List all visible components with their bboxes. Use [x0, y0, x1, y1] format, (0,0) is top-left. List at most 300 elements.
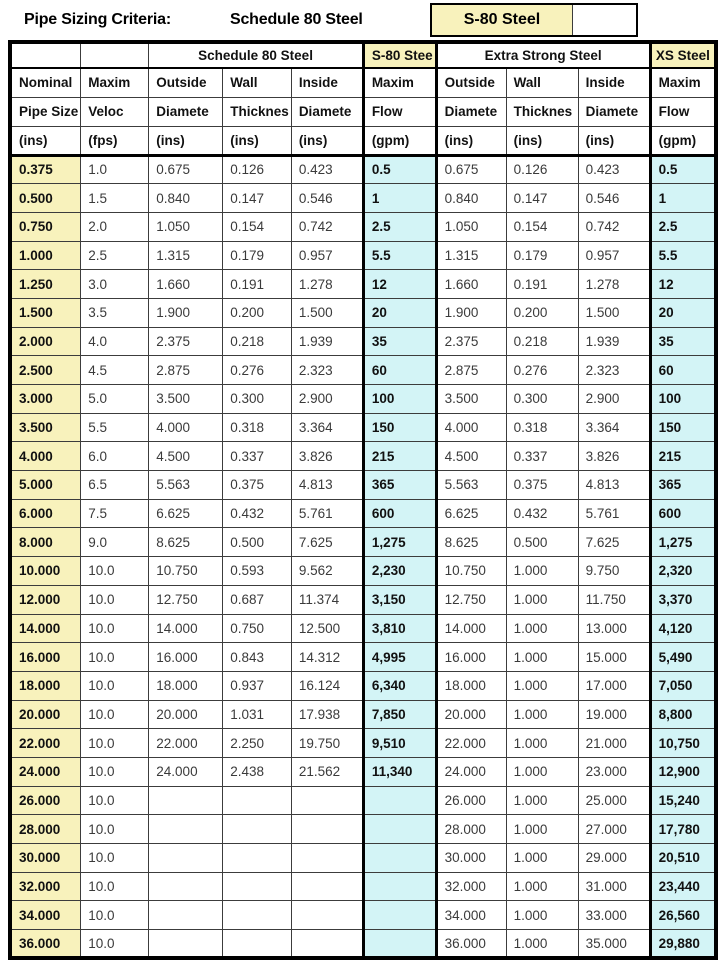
cell-r23-c5	[291, 786, 363, 815]
cell-r8-c5: 2.323	[291, 356, 363, 385]
cell-r18-c4: 0.843	[223, 643, 292, 672]
cell-r11-c8: 0.337	[506, 442, 578, 471]
cell-r26-c1: 32.000	[10, 872, 81, 901]
s80-steel-box	[430, 3, 638, 37]
cell-r22-c1: 24.000	[10, 757, 81, 786]
cell-r11-c2: 6.0	[81, 442, 149, 471]
cell-r9-c9: 2.900	[578, 385, 650, 414]
column-header-c4-line1: Wall	[223, 68, 292, 97]
cell-r1-c1: 0.375	[10, 155, 81, 184]
table-row	[10, 155, 716, 184]
cell-r1-c6: 0.5	[363, 155, 436, 184]
cell-r19-c9: 17.000	[578, 671, 650, 700]
group-blank-1	[10, 42, 81, 68]
cell-r14-c5: 7.625	[291, 528, 363, 557]
cell-r10-c7: 4.000	[436, 413, 506, 442]
cell-r17-c5: 12.500	[291, 614, 363, 643]
cell-r16-c6: 3,150	[363, 585, 436, 614]
cell-r28-c7: 36.000	[436, 930, 506, 959]
cell-r3-c6: 2.5	[363, 212, 436, 241]
cell-r25-c6	[363, 844, 436, 873]
cell-r18-c1: 16.000	[10, 643, 81, 672]
cell-r13-c4: 0.432	[223, 499, 292, 528]
cell-r25-c10: 20,510	[650, 844, 716, 873]
cell-r13-c2: 7.5	[81, 499, 149, 528]
column-header-c8-line2: Thicknes	[506, 97, 578, 126]
cell-r11-c9: 3.826	[578, 442, 650, 471]
cell-r7-c8: 0.218	[506, 327, 578, 356]
cell-r1-c3: 0.675	[149, 155, 223, 184]
column-header-c3-line3: (ins)	[149, 126, 223, 155]
cell-r24-c3	[149, 815, 223, 844]
cell-r27-c3	[149, 901, 223, 930]
cell-r17-c7: 14.000	[436, 614, 506, 643]
column-header-c6-line1: Maxim	[363, 68, 436, 97]
cell-r1-c9: 0.423	[578, 155, 650, 184]
page-title: Pipe Sizing Criteria:	[24, 11, 171, 28]
cell-r18-c8: 1.000	[506, 643, 578, 672]
cell-r20-c5: 17.938	[291, 700, 363, 729]
cell-r5-c7: 1.660	[436, 270, 506, 299]
cell-r12-c1: 5.000	[10, 471, 81, 500]
cell-r28-c8: 1.000	[506, 930, 578, 959]
cell-r19-c6: 6,340	[363, 671, 436, 700]
cell-r7-c9: 1.939	[578, 327, 650, 356]
cell-r21-c10: 10,750	[650, 729, 716, 758]
table-row	[10, 872, 716, 901]
cell-r14-c3: 8.625	[149, 528, 223, 557]
cell-r7-c3: 2.375	[149, 327, 223, 356]
column-header-c1-line2: Pipe Size	[10, 97, 81, 126]
cell-r26-c10: 23,440	[650, 872, 716, 901]
s80-steel-box-empty-cell	[572, 5, 636, 35]
cell-r18-c2: 10.0	[81, 643, 149, 672]
cell-r28-c10: 29,880	[650, 930, 716, 959]
cell-r10-c3: 4.000	[149, 413, 223, 442]
cell-r15-c8: 1.000	[506, 557, 578, 586]
cell-r9-c10: 100	[650, 385, 716, 414]
cell-r28-c4	[223, 930, 292, 959]
column-header-c3-line2: Diamete	[149, 97, 223, 126]
cell-r6-c3: 1.900	[149, 298, 223, 327]
cell-r25-c4	[223, 844, 292, 873]
cell-r4-c4: 0.179	[223, 241, 292, 270]
cell-r1-c10: 0.5	[650, 155, 716, 184]
cell-r10-c9: 3.364	[578, 413, 650, 442]
cell-r17-c4: 0.750	[223, 614, 292, 643]
cell-r23-c1: 26.000	[10, 786, 81, 815]
cell-r2-c9: 0.546	[578, 184, 650, 213]
column-header-row-3	[10, 126, 716, 155]
cell-r20-c6: 7,850	[363, 700, 436, 729]
cell-r28-c6	[363, 930, 436, 959]
cell-r23-c9: 25.000	[578, 786, 650, 815]
cell-r3-c8: 0.154	[506, 212, 578, 241]
cell-r12-c10: 365	[650, 471, 716, 500]
table-row	[10, 499, 716, 528]
cell-r24-c9: 27.000	[578, 815, 650, 844]
column-header-c3-line1: Outside	[149, 68, 223, 97]
cell-r17-c6: 3,810	[363, 614, 436, 643]
cell-r9-c1: 3.000	[10, 385, 81, 414]
cell-r14-c7: 8.625	[436, 528, 506, 557]
cell-r3-c7: 1.050	[436, 212, 506, 241]
cell-r24-c1: 28.000	[10, 815, 81, 844]
cell-r16-c3: 12.750	[149, 585, 223, 614]
cell-r12-c5: 4.813	[291, 471, 363, 500]
table-row	[10, 815, 716, 844]
cell-r10-c2: 5.5	[81, 413, 149, 442]
cell-r13-c6: 600	[363, 499, 436, 528]
column-header-c5-line1: Inside	[291, 68, 363, 97]
table-row	[10, 585, 716, 614]
cell-r8-c8: 0.276	[506, 356, 578, 385]
cell-r1-c5: 0.423	[291, 155, 363, 184]
cell-r16-c10: 3,370	[650, 585, 716, 614]
cell-r17-c8: 1.000	[506, 614, 578, 643]
cell-r23-c10: 15,240	[650, 786, 716, 815]
cell-r27-c9: 33.000	[578, 901, 650, 930]
column-header-c6-line2: Flow	[363, 97, 436, 126]
cell-r11-c10: 215	[650, 442, 716, 471]
cell-r5-c10: 12	[650, 270, 716, 299]
column-header-c8-line3: (ins)	[506, 126, 578, 155]
column-header-c6-line3: (gpm)	[363, 126, 436, 155]
cell-r22-c10: 12,900	[650, 757, 716, 786]
cell-r22-c6: 11,340	[363, 757, 436, 786]
cell-r16-c9: 11.750	[578, 585, 650, 614]
cell-r14-c10: 1,275	[650, 528, 716, 557]
table-row	[10, 528, 716, 557]
cell-r27-c5	[291, 901, 363, 930]
cell-r17-c1: 14.000	[10, 614, 81, 643]
cell-r7-c5: 1.939	[291, 327, 363, 356]
cell-r22-c9: 23.000	[578, 757, 650, 786]
cell-r5-c2: 3.0	[81, 270, 149, 299]
column-header-c2-line3: (fps)	[81, 126, 149, 155]
cell-r24-c6	[363, 815, 436, 844]
cell-r10-c10: 150	[650, 413, 716, 442]
cell-r16-c2: 10.0	[81, 585, 149, 614]
table-row	[10, 671, 716, 700]
table-row	[10, 786, 716, 815]
cell-r11-c7: 4.500	[436, 442, 506, 471]
cell-r13-c3: 6.625	[149, 499, 223, 528]
cell-r22-c3: 24.000	[149, 757, 223, 786]
cell-r10-c5: 3.364	[291, 413, 363, 442]
cell-r2-c10: 1	[650, 184, 716, 213]
cell-r12-c7: 5.563	[436, 471, 506, 500]
cell-r6-c9: 1.500	[578, 298, 650, 327]
cell-r14-c2: 9.0	[81, 528, 149, 557]
cell-r11-c5: 3.826	[291, 442, 363, 471]
cell-r2-c8: 0.147	[506, 184, 578, 213]
cell-r2-c6: 1	[363, 184, 436, 213]
cell-r16-c7: 12.750	[436, 585, 506, 614]
cell-r4-c7: 1.315	[436, 241, 506, 270]
cell-r19-c4: 0.937	[223, 671, 292, 700]
cell-r5-c3: 1.660	[149, 270, 223, 299]
cell-r4-c8: 0.179	[506, 241, 578, 270]
cell-r6-c1: 1.500	[10, 298, 81, 327]
cell-r15-c3: 10.750	[149, 557, 223, 586]
cell-r8-c6: 60	[363, 356, 436, 385]
cell-r7-c1: 2.000	[10, 327, 81, 356]
cell-r26-c9: 31.000	[578, 872, 650, 901]
cell-r28-c1: 36.000	[10, 930, 81, 959]
cell-r17-c9: 13.000	[578, 614, 650, 643]
cell-r19-c10: 7,050	[650, 671, 716, 700]
cell-r1-c7: 0.675	[436, 155, 506, 184]
cell-r7-c10: 35	[650, 327, 716, 356]
cell-r16-c8: 1.000	[506, 585, 578, 614]
cell-r8-c1: 2.500	[10, 356, 81, 385]
cell-r18-c7: 16.000	[436, 643, 506, 672]
column-header-c7-line2: Diamete	[436, 97, 506, 126]
cell-r22-c5: 21.562	[291, 757, 363, 786]
cell-r24-c5	[291, 815, 363, 844]
table-body	[10, 155, 716, 958]
table-row	[10, 413, 716, 442]
column-header-c5-line2: Diamete	[291, 97, 363, 126]
cell-r10-c4: 0.318	[223, 413, 292, 442]
column-header-c2-line2: Veloc	[81, 97, 149, 126]
table-row	[10, 844, 716, 873]
cell-r20-c8: 1.000	[506, 700, 578, 729]
group-blank-2	[81, 42, 149, 68]
cell-r27-c7: 34.000	[436, 901, 506, 930]
cell-r16-c4: 0.687	[223, 585, 292, 614]
column-header-c9-line2: Diamete	[578, 97, 650, 126]
cell-r3-c2: 2.0	[81, 212, 149, 241]
cell-r13-c7: 6.625	[436, 499, 506, 528]
cell-r8-c10: 60	[650, 356, 716, 385]
column-header-c5-line3: (ins)	[291, 126, 363, 155]
cell-r13-c5: 5.761	[291, 499, 363, 528]
cell-r7-c7: 2.375	[436, 327, 506, 356]
cell-r21-c9: 21.000	[578, 729, 650, 758]
cell-r15-c9: 9.750	[578, 557, 650, 586]
cell-r8-c4: 0.276	[223, 356, 292, 385]
column-header-c1-line1: Nominal	[10, 68, 81, 97]
cell-r9-c4: 0.300	[223, 385, 292, 414]
cell-r25-c9: 29.000	[578, 844, 650, 873]
cell-r24-c10: 17,780	[650, 815, 716, 844]
cell-r10-c8: 0.318	[506, 413, 578, 442]
cell-r1-c2: 1.0	[81, 155, 149, 184]
cell-r23-c4	[223, 786, 292, 815]
cell-r3-c10: 2.5	[650, 212, 716, 241]
table-row	[10, 184, 716, 213]
cell-r13-c1: 6.000	[10, 499, 81, 528]
cell-r5-c8: 0.191	[506, 270, 578, 299]
cell-r15-c10: 2,320	[650, 557, 716, 586]
cell-r26-c4	[223, 872, 292, 901]
cell-r3-c3: 1.050	[149, 212, 223, 241]
column-header-c4-line3: (ins)	[223, 126, 292, 155]
column-header-c2-line1: Maxim	[81, 68, 149, 97]
cell-r16-c5: 11.374	[291, 585, 363, 614]
cell-r23-c7: 26.000	[436, 786, 506, 815]
pipe-sizing-table-wrap	[8, 40, 718, 960]
cell-r12-c2: 6.5	[81, 471, 149, 500]
cell-r20-c10: 8,800	[650, 700, 716, 729]
cell-r3-c5: 0.742	[291, 212, 363, 241]
cell-r4-c9: 0.957	[578, 241, 650, 270]
cell-r20-c7: 20.000	[436, 700, 506, 729]
cell-r18-c5: 14.312	[291, 643, 363, 672]
cell-r27-c8: 1.000	[506, 901, 578, 930]
cell-r8-c3: 2.875	[149, 356, 223, 385]
table-row	[10, 442, 716, 471]
cell-r5-c4: 0.191	[223, 270, 292, 299]
cell-r18-c3: 16.000	[149, 643, 223, 672]
cell-r21-c7: 22.000	[436, 729, 506, 758]
cell-r24-c7: 28.000	[436, 815, 506, 844]
cell-r7-c4: 0.218	[223, 327, 292, 356]
cell-r18-c6: 4,995	[363, 643, 436, 672]
column-header-c1-line3: (ins)	[10, 126, 81, 155]
cell-r25-c1: 30.000	[10, 844, 81, 873]
cell-r27-c6	[363, 901, 436, 930]
column-header-row-1	[10, 68, 716, 97]
cell-r15-c5: 9.562	[291, 557, 363, 586]
cell-r9-c7: 3.500	[436, 385, 506, 414]
table-row	[10, 212, 716, 241]
cell-r15-c4: 0.593	[223, 557, 292, 586]
cell-r4-c1: 1.000	[10, 241, 81, 270]
cell-r20-c2: 10.0	[81, 700, 149, 729]
cell-r20-c9: 19.000	[578, 700, 650, 729]
cell-r26-c5	[291, 872, 363, 901]
cell-r11-c4: 0.337	[223, 442, 292, 471]
cell-r15-c2: 10.0	[81, 557, 149, 586]
cell-r6-c7: 1.900	[436, 298, 506, 327]
cell-r25-c8: 1.000	[506, 844, 578, 873]
cell-r8-c2: 4.5	[81, 356, 149, 385]
group-header-schedule80: Schedule 80 Steel	[149, 42, 364, 68]
cell-r28-c9: 35.000	[578, 930, 650, 959]
cell-r7-c2: 4.0	[81, 327, 149, 356]
cell-r12-c8: 0.375	[506, 471, 578, 500]
cell-r23-c8: 1.000	[506, 786, 578, 815]
cell-r19-c5: 16.124	[291, 671, 363, 700]
column-header-c9-line1: Inside	[578, 68, 650, 97]
cell-r5-c5: 1.278	[291, 270, 363, 299]
cell-r5-c9: 1.278	[578, 270, 650, 299]
table-row	[10, 327, 716, 356]
cell-r20-c1: 20.000	[10, 700, 81, 729]
cell-r13-c10: 600	[650, 499, 716, 528]
cell-r25-c7: 30.000	[436, 844, 506, 873]
cell-r21-c4: 2.250	[223, 729, 292, 758]
cell-r21-c8: 1.000	[506, 729, 578, 758]
cell-r7-c6: 35	[363, 327, 436, 356]
cell-r27-c10: 26,560	[650, 901, 716, 930]
cell-r9-c2: 5.0	[81, 385, 149, 414]
column-header-c7-line1: Outside	[436, 68, 506, 97]
cell-r9-c6: 100	[363, 385, 436, 414]
cell-r15-c1: 10.000	[10, 557, 81, 586]
cell-r19-c3: 18.000	[149, 671, 223, 700]
table-row	[10, 471, 716, 500]
cell-r1-c4: 0.126	[223, 155, 292, 184]
cell-r9-c5: 2.900	[291, 385, 363, 414]
cell-r26-c7: 32.000	[436, 872, 506, 901]
column-header-c4-line2: Thicknes	[223, 97, 292, 126]
table-row	[10, 557, 716, 586]
cell-r17-c2: 10.0	[81, 614, 149, 643]
cell-r13-c8: 0.432	[506, 499, 578, 528]
cell-r2-c1: 0.500	[10, 184, 81, 213]
cell-r5-c1: 1.250	[10, 270, 81, 299]
cell-r3-c9: 0.742	[578, 212, 650, 241]
table-row	[10, 729, 716, 758]
cell-r12-c6: 365	[363, 471, 436, 500]
cell-r12-c4: 0.375	[223, 471, 292, 500]
cell-r3-c4: 0.154	[223, 212, 292, 241]
cell-r19-c1: 18.000	[10, 671, 81, 700]
cell-r8-c9: 2.323	[578, 356, 650, 385]
cell-r10-c1: 3.500	[10, 413, 81, 442]
cell-r28-c5	[291, 930, 363, 959]
cell-r20-c4: 1.031	[223, 700, 292, 729]
cell-r9-c8: 0.300	[506, 385, 578, 414]
cell-r21-c6: 9,510	[363, 729, 436, 758]
cell-r12-c3: 5.563	[149, 471, 223, 500]
cell-r12-c9: 4.813	[578, 471, 650, 500]
column-header-c10-line1: Maxim	[650, 68, 716, 97]
cell-r13-c9: 5.761	[578, 499, 650, 528]
cell-r17-c3: 14.000	[149, 614, 223, 643]
cell-r27-c2: 10.0	[81, 901, 149, 930]
cell-r25-c5	[291, 844, 363, 873]
cell-r26-c2: 10.0	[81, 872, 149, 901]
group-header-s80: S-80 Stee	[363, 42, 436, 68]
title-row	[0, 0, 720, 40]
cell-r14-c6: 1,275	[363, 528, 436, 557]
cell-r10-c6: 150	[363, 413, 436, 442]
cell-r19-c7: 18.000	[436, 671, 506, 700]
table-row	[10, 270, 716, 299]
cell-r23-c3	[149, 786, 223, 815]
table-row	[10, 385, 716, 414]
column-header-c8-line1: Wall	[506, 68, 578, 97]
cell-r20-c3: 20.000	[149, 700, 223, 729]
cell-r6-c4: 0.200	[223, 298, 292, 327]
cell-r14-c9: 7.625	[578, 528, 650, 557]
cell-r18-c10: 5,490	[650, 643, 716, 672]
cell-r27-c1: 34.000	[10, 901, 81, 930]
cell-r6-c10: 20	[650, 298, 716, 327]
cell-r26-c8: 1.000	[506, 872, 578, 901]
cell-r2-c4: 0.147	[223, 184, 292, 213]
group-header-xs: XS Steel	[650, 42, 716, 68]
group-header-row	[10, 42, 716, 68]
cell-r24-c4	[223, 815, 292, 844]
table-row	[10, 298, 716, 327]
cell-r14-c4: 0.500	[223, 528, 292, 557]
cell-r23-c2: 10.0	[81, 786, 149, 815]
cell-r21-c5: 19.750	[291, 729, 363, 758]
cell-r24-c8: 1.000	[506, 815, 578, 844]
cell-r2-c7: 0.840	[436, 184, 506, 213]
cell-r22-c7: 24.000	[436, 757, 506, 786]
cell-r11-c3: 4.500	[149, 442, 223, 471]
table-row	[10, 643, 716, 672]
cell-r6-c2: 3.5	[81, 298, 149, 327]
cell-r4-c3: 1.315	[149, 241, 223, 270]
